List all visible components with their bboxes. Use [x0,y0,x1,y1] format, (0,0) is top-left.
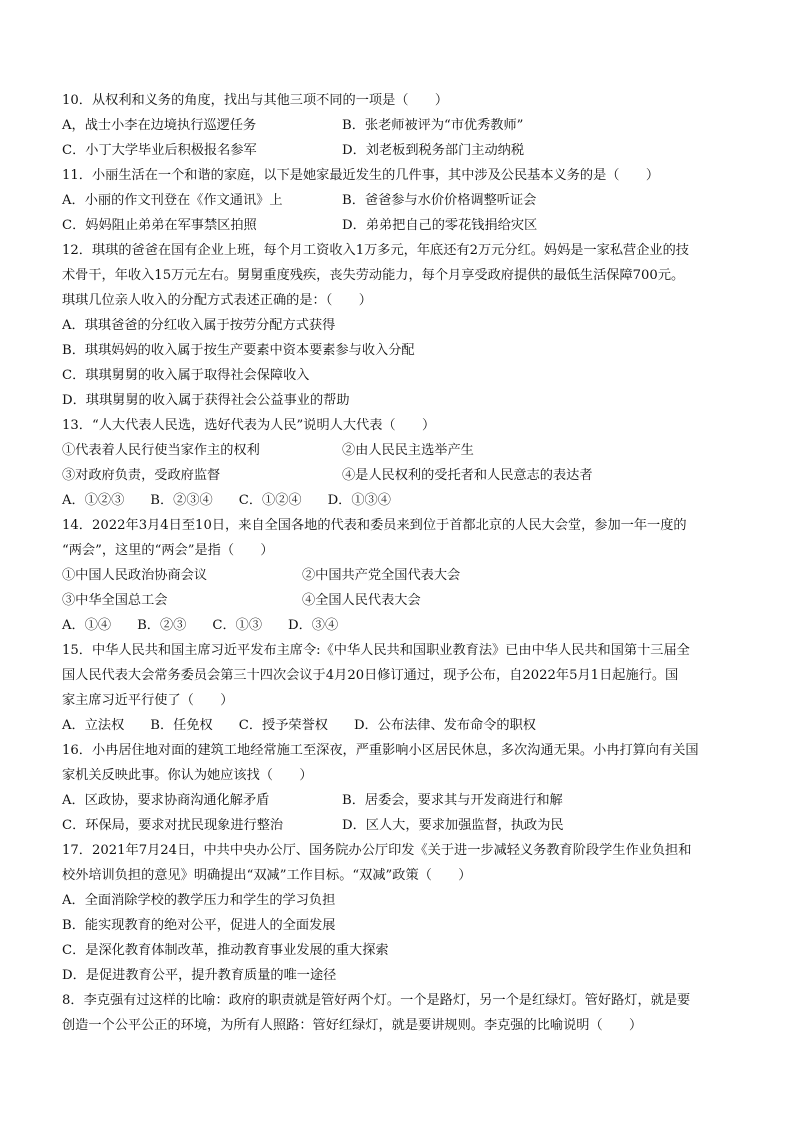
question-14-statement-3: ③中华全国总工会 [62,593,168,608]
question-16-stem-line-2: 家机关反映此事。你认为她应该找（ ） [62,768,313,783]
question-10-option-d: D．刘老板到税务部门主动纳税 [342,143,525,158]
question-18-stem-line-2: 创造一个公平公正的环境，为所有人照路：管好红绿灯，就是要讲规则。李克强的比喻说明（ ） [62,1018,643,1033]
question-14-statement-2: ②中国共产党全国代表大会 [302,568,461,583]
question-10-option-c: C．小丁大学毕业后积极报名参军 [62,143,257,158]
question-15-option-b: B．任免权 [150,718,213,733]
question-10-option-a: A，战士小李在边境执行巡逻任务 [62,118,257,133]
question-11-option-c: C．妈妈阻止弟弟在军事禁区拍照 [62,218,257,233]
question-11-stem: 11．小丽生活在一个和谐的家庭，以下是她家最近发生的几件事，其中涉及公民基本义务的是（ ） [62,168,660,183]
question-13-stem: 13．“人大代表人民选，选好代表为人民”说明人大代表（ ） [62,418,436,433]
question-16-options-ab [62,788,742,813]
question-15-option-d: D．公布法律、发布命令的职权 [353,718,536,733]
question-17-stem-line-2: 校外培训负担的意见》明确提出“双减”工作目标。“双减”政策（ ） [62,868,472,883]
question-14-option-c: C．①③ [212,618,263,633]
question-14-option-a: A．①④ [62,618,112,633]
question-15-option-a: A．立法权 [62,718,125,733]
question-13-statement-2: ②由人民民主选举产生 [342,443,474,458]
question-13-option-d: D．①③④ [327,493,391,508]
question-12-option-c: C．琪琪舅舅的收入属于取得社会保障收入 [62,368,310,383]
question-14-option-b: B．②③ [137,618,187,633]
question-11-option-d: D．弟弟把自己的零花钱捐给灾区 [342,218,538,233]
question-14-option-d: D．③④ [288,618,339,633]
question-11-options-ab [62,188,742,213]
question-15-stem-line-1: 15．中华人民共和国主席习近平发布主席令:《中华人民共和国职业教育法》已由中华人民共和国第十三届全 [62,643,690,658]
question-11-options-cd [62,213,742,238]
question-13-option-c: C．①②④ [238,493,302,508]
question-10-stem: 10．从权利和义务的角度，找出与其他三项不同的一项是（ ） [62,93,449,108]
question-10-option-b: B．张老师被评为“市优秀教师” [342,118,524,133]
question-16-stem-line-1: 16．小冉居住地对面的建筑工地经常施工至深夜，严重影响小区居民休息，多次沟通无果。小冉打算向有关国 [62,743,699,758]
question-14-statements-12 [62,563,742,588]
question-14-choices [62,613,742,638]
question-12-option-a: A．琪琪爸爸的分红收入属于按劳分配方式获得 [62,318,336,333]
question-17-option-d: D．是促进教育公平，提升教育质量的唯一途径 [62,968,337,983]
question-13-choices [62,488,742,513]
question-14-stem-line-2: “两会”，这里的“两会”是指（ ） [62,543,274,558]
question-14-statement-4: ④全国人民代表大会 [302,593,421,608]
question-13-option-a: A．①②③ [62,493,125,508]
question-10-options-ab [62,113,742,138]
question-11-option-a: A．小丽的作文刊登在《作文通讯》上 [62,193,283,208]
question-15-option-c: C．授予荣誉权 [238,718,328,733]
question-10-options-cd [62,138,742,163]
question-13-statement-3: ③对政府负责，受政府监督 [62,468,221,483]
question-12-stem-line-3: 琪琪几位亲人收入的分配方式表述正确的是：（ ） [62,293,372,308]
question-17-option-b: B．能实现教育的绝对公平，促进人的全面发展 [62,918,336,933]
question-12-stem-line-1: 12．琪琪的爸爸在国有企业上班，每个月工资收入1万多元，年底还有2万元分红。妈妈是一家私营企业的技 [62,243,689,258]
question-15-choices [62,713,742,738]
question-16-options-cd [62,813,742,838]
question-14-stem-line-1: 14．2022年3月4日至10日，来自全国各地的代表和委员来到位于首都北京的人民大会堂，参加一年一度的 [62,518,687,533]
question-15-stem-line-3: 家主席习近平行使了（ ） [62,693,234,708]
question-16-option-c: C．环保局，要求对扰民现象进行整治 [62,818,284,833]
question-14-statements-34 [62,588,742,613]
question-13-statements-12 [62,438,742,463]
question-15-stem-line-2: 国人民代表大会常务委员会第三十四次会议于4月20日修订通过，现予公布，自2022年5月1日起施行。国 [62,668,679,683]
question-16-option-a: A．区政协，要求协商沟通化解矛盾 [62,793,270,808]
question-18-stem-line-1: 8．李克强有过这样的比喻：政府的职责就是管好两个灯。一个是路灯，另一个是红绿灯。管好路灯，就是要 [62,993,691,1008]
question-12-option-d: D．琪琪舅舅的收入属于获得社会公益事业的帮助 [62,393,350,408]
question-16-option-b: B．居委会，要求其与开发商进行和解 [342,793,563,808]
question-17-option-c: C．是深化教育体制改革，推动教育事业发展的重大探索 [62,943,389,958]
question-13-statement-4: ④是人民权利的受托者和人民意志的表达者 [342,468,593,483]
exam-page [62,88,742,1038]
question-14-statement-1: ①中国人民政治协商会议 [62,568,208,583]
question-12-stem-line-2: 术骨干，年收入15万元左右。舅舅重度残疾，丧失劳动能力，每个月享受政府提供的最低生活保障700元。 [62,268,685,283]
question-17-option-a: A．全面消除学校的教学压力和学生的学习负担 [62,893,336,908]
question-13-option-b: B．②③④ [150,493,213,508]
question-13-statement-1: ①代表着人民行使当家作主的权利 [62,443,260,458]
question-13-statements-34 [62,463,742,488]
question-11-option-b: B．爸爸参与水价价格调整听证会 [342,193,537,208]
question-16-option-d: D．区人大，要求加强监督，执政为民 [342,818,564,833]
question-12-option-b: B．琪琪妈妈的收入属于按生产要素中资本要素参与收入分配 [62,343,415,358]
question-17-stem-line-1: 17．2021年7月24日，中共中央办公厅、国务院办公厅印发《关于进一步减轻义务教育阶段学生作业负担和 [62,843,692,858]
